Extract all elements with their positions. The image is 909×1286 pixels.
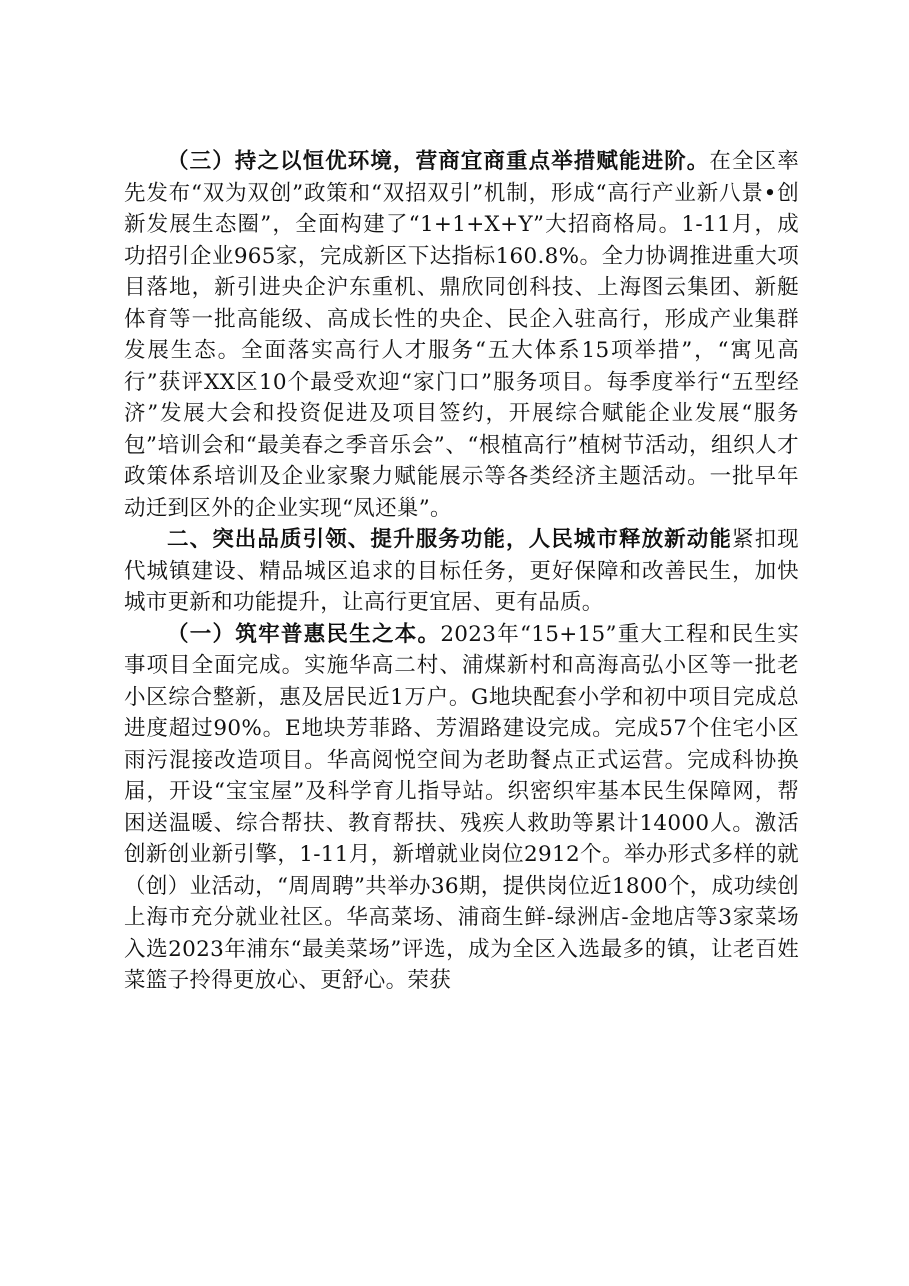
paragraph-section-3 — [124, 146, 799, 524]
document-body — [124, 146, 799, 997]
paragraph-section-2-1 — [124, 619, 799, 997]
paragraph-heading-2 — [124, 524, 799, 619]
paragraph-body-section-2-1: 2023年“15+15”重大工程和民生实事项目全面完成。实施华高二村、浦煤新村和高海高弘小区等一批老小区综合整新，惠及居民近1万户。G地块配套小学和初中项目完成总进度超过90%。E地块芳菲路、芳湄路建设完成。完成57个住宅小区雨污混接改造项目。华高阅悦空间为老助餐点正式运营。完成科协换届，开设“宝宝屋”及科学育儿指导站。织密织牢基本民生保障网，帮困送温暖、综合帮扶、教育帮扶、残疾人救助等累计14000人。激活创新创业新引擎，1-11月，新增就业岗位2912个。举办形式多样的就（创）业活动，“周周聘”共举办36期，提供岗位近1800个，成功续创上海市充分就业社区。华高菜场、浦商生鲜-绿洲店-金地店等3家菜场入选2023年浦东“最美菜场”评选，成为全区入选最多的镇，让老百姓菜篮子拎得更放心、更舒心。荣获 — [124, 621, 799, 993]
paragraph-body-section-3: 在全区率先发布“双为双创”政策和“双招双引”机制，形成“高行产业新八景•创新发展生态圈”，全面构建了“1+1+X+Y”大招商格局。1-11月，成功招引企业965家，完成新区下达指标160.8%。全力协调推进重大项目落地，新引进央企沪东重机、鼎欣同创科技、上海图云集团、新艇体育等一批高能级、高成长性的央企、民企入驻高行，形成产业集群发展生态。全面落实高行人才服务“五大体系15项举措”，“寓见高行”获评XX区10个最受欢迎“家门口”服务项目。每季度举行“五型经济”发展大会和投资促进及项目签约，开展综合赋能企业发展“服务包”培训会和“最美春之季音乐会”、“根植高行”植树节活动，组织人才政策体系培训及企业家聚力赋能展示等各类经济主题活动。一批早年动迁到区外的企业实现“凤还巢”。 — [124, 149, 800, 521]
section-heading-2: 二、突出品质引领、提升服务功能，人民城市释放新动能 — [167, 527, 732, 552]
paragraph-lead-section-3: （三）持之以恒优环境，营商宜商重点举措赋能进阶。 — [167, 149, 710, 174]
paragraph-body-heading-2: 紧扣现代城镇建设、精品城区追求的目标任务，更好保障和改善民生，加快城市更新和功能提升，让高行更宜居、更有品质。 — [124, 527, 799, 615]
paragraph-lead-section-2-1: （一）筑牢普惠民生之本。 — [167, 621, 441, 647]
